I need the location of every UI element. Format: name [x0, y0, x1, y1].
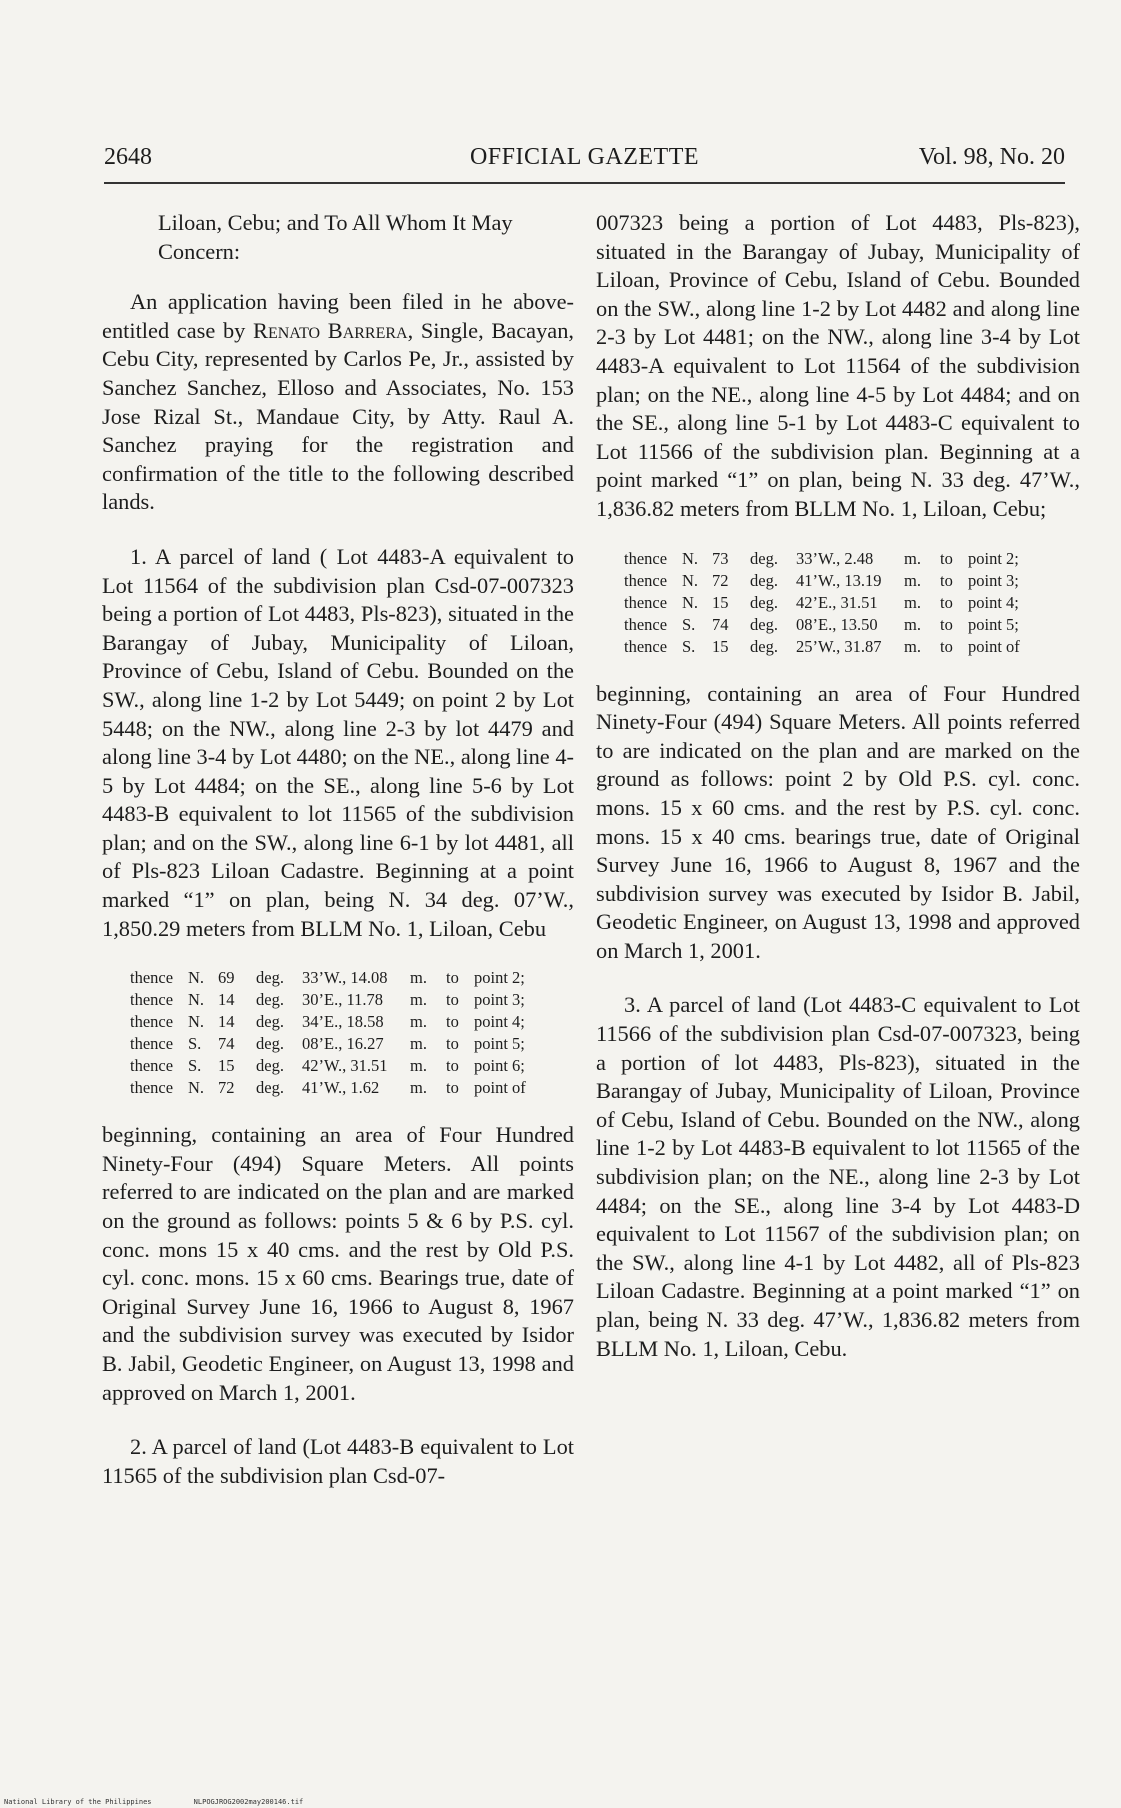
- bearing-cell: to: [446, 990, 459, 1010]
- bearing-cell: to: [940, 614, 953, 634]
- bearing-cell: thence: [130, 1034, 174, 1054]
- bearing-cell: m.: [410, 1056, 427, 1076]
- bearing-row: [130, 1055, 574, 1077]
- page-number: 2648: [104, 144, 152, 170]
- bearing-cell: m.: [410, 990, 427, 1010]
- bearing-cell: deg.: [256, 990, 284, 1010]
- parcel-2-description-start: 2. A parcel of land (Lot 4483-B equivalent to Lot 11565 of the subdivision plan Csd-07-: [102, 1434, 574, 1488]
- parcel-1-conclusion: beginning, containing an area of Four Hundred Ninety-Four (494) Square Meters. All points referred to are indicated on the plan and are marked on the ground as follows: points 5 & 6 by P.S. cyl. conc. mons 15 x 40 cms. and the rest by Old P.S. cyl. conc. mons. 15 x 60 cms. Bearings true, date of Original Survey June 16, 1966 to August 8, 1967 and the subdivision survey was executed by Isidor B. Jabil, Geodetic Engineer, on August 13, 1998 and approved on March 1, 2001.: [102, 1122, 574, 1405]
- bearing-cell: 14: [218, 990, 235, 1010]
- bearing-cell: m.: [410, 968, 427, 988]
- right-column: [596, 209, 1080, 1363]
- bearing-cell: deg.: [750, 548, 778, 568]
- bearing-cell: 15: [712, 636, 729, 656]
- bearing-cell: to: [446, 968, 459, 988]
- bearing-cell: deg.: [750, 636, 778, 656]
- bearing-cell: point 5;: [968, 614, 1019, 634]
- bearing-cell: 15: [218, 1056, 235, 1076]
- application-text-start: An application having been filed in he above-entitled case by: [102, 289, 574, 343]
- bearing-cell: N.: [682, 592, 699, 612]
- bearing-cell: m.: [410, 1034, 427, 1054]
- bearing-cell: thence: [130, 1078, 174, 1098]
- parcel-3-description: 3. A parcel of land (Lot 4483-C equivalent to Lot 11566 of the subdivision plan Csd-07-007323, being a portion of lot 4483, Pls-823), situated in the Barangay of Jubay, Municipality of Liloan, Province of Cebu, Island of Cebu. Bounded on the NW., along line 1-2 by Lot 4483-B equivalent to lot 11565 of the subdivision plan; on the NE., along line 2-3 by Lot 4484; on the SE., along line 3-4 by Lot 4483-D equivalent to Lot 11567 of the subdivision plan; on the SW., along line 4-1 by Lot 4482, all of Pls-823 Liloan Cadastre. Beginning at a point marked “1” on plan, being N. 33 deg. 47’W., 1,836.82 meters from BLLM No. 1, Liloan, Cebu.: [596, 992, 1080, 1361]
- bearing-cell: point 5;: [474, 1034, 525, 1054]
- bearing-cell: 14: [218, 1012, 235, 1032]
- bearing-cell: S.: [682, 636, 696, 656]
- bearings-table-2: [624, 548, 1080, 658]
- bearing-cell: S.: [188, 1034, 202, 1054]
- bearing-cell: thence: [624, 548, 668, 568]
- parcel-2-conclusion: beginning, containing an area of Four Hundred Ninety-Four (494) Square Meters. All points referred to are indicated on the plan and are marked on the ground as follows: point 2 by Old P.S. cyl. conc. mons. 15 x 60 cms. and the rest by P.S. cyl. conc. mons. 15 x 40 cms. bearings true, date of Original Survey June 16, 1966 to August 8, 1967 and the subdivision survey was executed by Isidor B. Jabil, Geodetic Engineer, on August 13, 1998 and approved on March 1, 2001.: [596, 680, 1080, 963]
- bearing-cell: 69: [218, 968, 235, 988]
- bearing-cell: N.: [188, 1012, 205, 1032]
- bearing-cell: point 3;: [474, 990, 525, 1010]
- bearing-cell: 72: [218, 1078, 235, 1098]
- bearing-row: [130, 1077, 574, 1099]
- bearing-cell: thence: [130, 1056, 174, 1076]
- bearing-cell: to: [940, 548, 953, 568]
- bearing-cell: to: [940, 570, 953, 590]
- bearing-cell: N.: [682, 548, 699, 568]
- application-paragraph: [102, 288, 574, 517]
- salutation: Liloan, Cebu; and To All Whom It May Concern:: [158, 210, 513, 264]
- bearing-cell: 33’W., 14.08: [302, 968, 388, 988]
- bearing-cell: thence: [624, 570, 668, 590]
- bearing-cell: thence: [624, 592, 668, 612]
- bearing-cell: N.: [188, 1078, 205, 1098]
- bearing-row: [624, 636, 1080, 658]
- bearing-row: [130, 1033, 574, 1055]
- scan-footer: [4, 1798, 303, 1806]
- bearing-cell: 74: [218, 1034, 235, 1054]
- bearing-cell: point 2;: [474, 968, 525, 988]
- bearing-cell: 08’E., 16.27: [302, 1034, 384, 1054]
- bearing-cell: to: [940, 592, 953, 612]
- bearing-row: [130, 967, 574, 989]
- bearing-row: [624, 592, 1080, 614]
- bearing-cell: deg.: [256, 1034, 284, 1054]
- bearing-cell: N.: [188, 990, 205, 1010]
- bearing-cell: point 2;: [968, 548, 1019, 568]
- bearing-cell: deg.: [256, 1078, 284, 1098]
- bearing-cell: 41’W., 13.19: [796, 570, 882, 590]
- parcel-2-description-cont: 007323 being a portion of Lot 4483, Pls-823), situated in the Barangay of Jubay, Municipality of Liloan, Province of Cebu, Island of Cebu. Bounded on the SW., along line 1-2 by Lot 4482 and along line 2-3 by Lot 4481; on the NW., along line 3-4 by Lot 4483-A equivalent to Lot 11564 of the subdivision plan; on the NE., along line 4-5 by Lot 4484; and on the SE., along line 5-1 by Lot 4483-C equivalent to Lot 11566 of the subdivision plan. Beginning at a point marked “1” on plan, being N. 33 deg. 47’W., 1,836.82 meters from BLLM No. 1, Liloan, Cebu;: [596, 210, 1080, 521]
- bearing-cell: to: [446, 1034, 459, 1054]
- bearing-cell: to: [446, 1056, 459, 1076]
- bearing-cell: 15: [712, 592, 729, 612]
- left-column: [102, 209, 574, 1490]
- bearing-cell: 41’W., 1.62: [302, 1078, 380, 1098]
- bearing-cell: thence: [624, 636, 668, 656]
- bearing-cell: deg.: [256, 968, 284, 988]
- bearing-cell: 73: [712, 548, 729, 568]
- scan-filename: NLPOGJROG2002may200146.tif: [193, 1798, 304, 1806]
- bearing-cell: deg.: [750, 614, 778, 634]
- bearing-cell: point of: [968, 636, 1020, 656]
- bearing-row: [624, 548, 1080, 570]
- bearing-cell: point 4;: [474, 1012, 525, 1032]
- bearing-cell: N.: [682, 570, 699, 590]
- bearing-cell: 74: [712, 614, 729, 634]
- parcel-1-description: 1. A parcel of land ( Lot 4483-A equivalent to Lot 11564 of the subdivision plan Csd-07-007323 being a portion of Lot 4483, Pls-823), situated in the Barangay of Jubay, Municipality of Liloan, Province of Cebu, Island of Cebu. Bounded on the SW., along line 1-2 by Lot 5449; on point 2 by Lot 5448; on the NW., along line 2-3 by lot 4479 and along line 3-4 by Lot 4480; on the NE., along line 4-5 by Lot 4484; on the SE., along line 5-6 by Lot 4483-B equivalent to lot 11565 of the subdivision plan; and on the SW., along line 6-1 by lot 4481, all of Pls-823 Liloan Cadastre. Beginning at a point marked “1” on plan, being N. 34 deg. 07’W., 1,850.29 meters from BLLM No. 1, Liloan, Cebu: [102, 543, 574, 941]
- bearing-cell: 72: [712, 570, 729, 590]
- bearing-cell: to: [446, 1012, 459, 1032]
- application-text-end: , Single, Bacayan, Cebu City, represented by Carlos Pe, Jr., assisted by Sanchez Sanchez, Elloso and Associates, No. 153 Jose Rizal St., Mandaue City, by Atty. Raul A. Sanchez praying for the registration and confirmation of the title to the following described lands.: [102, 317, 575, 515]
- bearing-cell: 08’E., 13.50: [796, 614, 878, 634]
- bearing-cell: thence: [130, 1012, 174, 1032]
- bearing-cell: m.: [904, 592, 921, 612]
- bearing-cell: thence: [130, 990, 174, 1010]
- bearing-cell: to: [940, 636, 953, 656]
- bearing-cell: thence: [624, 614, 668, 634]
- applicant-name: Renato Barrera: [253, 317, 408, 343]
- bearings-table-1: [130, 967, 574, 1099]
- bearing-cell: point of: [474, 1078, 526, 1098]
- bearing-cell: 33’W., 2.48: [796, 548, 874, 568]
- bearing-cell: 30’E., 11.78: [302, 990, 383, 1010]
- bearing-cell: m.: [410, 1078, 427, 1098]
- bearing-cell: deg.: [750, 570, 778, 590]
- publication-title: OFFICIAL GAZETTE: [469, 144, 700, 170]
- bearing-cell: deg.: [256, 1012, 284, 1032]
- bearing-cell: m.: [904, 636, 921, 656]
- library-credit: National Library of the Philippines: [4, 1798, 152, 1806]
- bearing-cell: m.: [904, 570, 921, 590]
- bearing-cell: m.: [904, 614, 921, 634]
- bearing-cell: point 3;: [968, 570, 1019, 590]
- bearing-cell: to: [446, 1078, 459, 1098]
- bearing-cell: S.: [188, 1056, 202, 1076]
- bearing-cell: S.: [682, 614, 696, 634]
- bearing-cell: deg.: [256, 1056, 284, 1076]
- bearing-cell: m.: [904, 548, 921, 568]
- bearing-cell: 34’E., 18.58: [302, 1012, 384, 1032]
- bearing-row: [624, 570, 1080, 592]
- bearing-cell: m.: [410, 1012, 427, 1032]
- bearing-row: [130, 989, 574, 1011]
- bearing-cell: thence: [130, 968, 174, 988]
- bearing-cell: 42’E., 31.51: [796, 592, 878, 612]
- bearing-cell: 25’W., 31.87: [796, 636, 882, 656]
- volume-issue: Vol. 98, No. 20: [918, 144, 1065, 170]
- bearing-row: [624, 614, 1080, 636]
- bearing-cell: N.: [188, 968, 205, 988]
- bearing-cell: 42’W., 31.51: [302, 1056, 388, 1076]
- bearing-cell: point 4;: [968, 592, 1019, 612]
- bearing-cell: point 6;: [474, 1056, 525, 1076]
- header-rule: [104, 182, 1065, 184]
- bearing-cell: deg.: [750, 592, 778, 612]
- page-header: [104, 144, 1065, 178]
- bearing-row: [130, 1011, 574, 1033]
